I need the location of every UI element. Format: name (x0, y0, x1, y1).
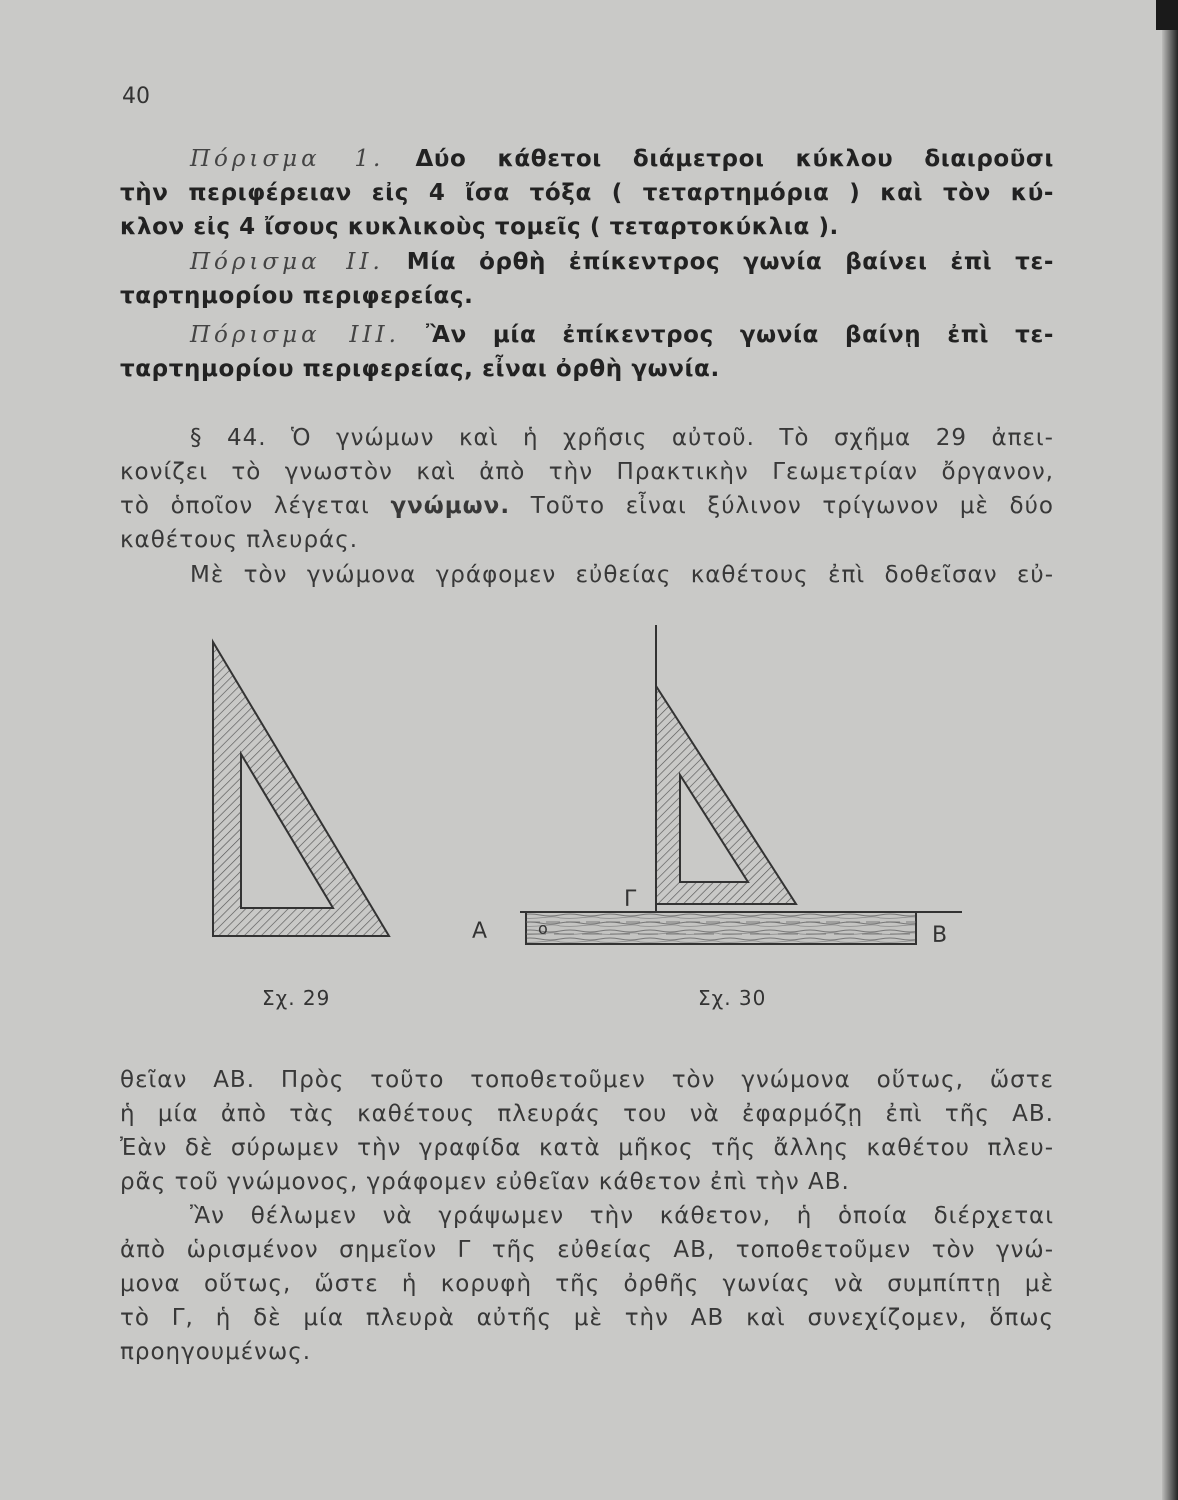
corollary-2-line-2: ταρτημορίου περιφερείας. (120, 283, 474, 309)
continuation-block-1 (120, 1063, 1054, 1199)
ruler-mark: o (538, 919, 548, 938)
label-B: Β (932, 923, 948, 948)
corollary-3-label: Πόρισμα ΙΙΙ. (190, 322, 400, 348)
label-A: Α (472, 919, 488, 944)
continuation-line-6: ἀπὸ ὡρισμένον σημεῖον Γ τῆς εὐθείας ΑΒ, τοποθετοῦμεν τὸν γνώ- (120, 1237, 1054, 1263)
label-G: Γ (624, 887, 637, 912)
continuation-line-1: θεῖαν ΑΒ. Πρὸς τοῦτο τοποθετοῦμεν τὸν γνώμονα οὕτως, ὥστε (120, 1067, 1054, 1093)
corollary-1-text-1: Δύο κάθετοι διάμετροι κύκλου διαιροῦσι (415, 146, 1054, 172)
continuation-line-3: Ἐὰν δὲ σύρωμεν τὴν γραφίδα κατὰ μῆκος τῆς ἄλλης καθέτου πλευ- (120, 1135, 1054, 1161)
continuation-line-8: τὸ Γ, ἡ δὲ μία πλευρὰ αὐτῆς μὲ τὴν ΑΒ καὶ συνεχίζομεν, ὅπως (120, 1305, 1054, 1331)
corollary-1-line-2: τὴν περιφέρειαν εἰς 4 ἴσα τόξα ( τεταρτημόρια ) καὶ τὸν κύ- (120, 180, 1054, 206)
section-line-3-pre: τὸ ὁποῖον λέγεται (120, 493, 370, 519)
figure-30-set-square (656, 686, 796, 904)
continuation-line-2: ἡ μία ἀπὸ τὰς καθέτους πλευράς του νὰ ἐφαρμόζῃ ἐπὶ τῆς ΑΒ. (120, 1101, 1054, 1127)
corollary-2-label: Πόρισμα ΙΙ. (190, 249, 384, 275)
figure-29-set-square (213, 642, 389, 936)
corollary-2-text-1: Μία ὀρθὴ ἐπίκεντρος γωνία βαίνει ἐπὶ τε- (406, 249, 1054, 275)
corollary-1-label: Πόρισμα 1. (190, 146, 385, 172)
continuation-line-7: μονα οὕτως, ὥστε ἡ κορυφὴ τῆς ὀρθῆς γωνίας νὰ συμπίπτῃ μὲ (120, 1271, 1054, 1297)
ruler (526, 912, 916, 944)
section-line-5: Μὲ τὸν γνώμονα γράφομεν εὐθείας καθέτους ἐπὶ δοθεῖσαν εὐ- (190, 562, 1054, 588)
continuation-line-9: προηγουμένως. (120, 1339, 312, 1365)
corollary-1-line-3: κλον εἰς 4 ἴσους κυκλικοὺς τομεῖς ( τεταρτοκύκλια ). (120, 214, 839, 240)
section-line-1: § 44. Ὁ γνώμων καὶ ἡ χρῆσις αὐτοῦ. Τὸ σχῆμα 29 ἀπει- (190, 425, 1054, 451)
page-number: 40 (122, 84, 150, 109)
continuation-line-4: ρᾶς τοῦ γνώμονος, γράφομεν εὐθεῖαν κάθετον ἐπὶ τὴν ΑΒ. (120, 1169, 850, 1195)
figure-30-diagram (472, 625, 962, 948)
section-term-gnomon: γνώμων. (390, 493, 511, 519)
corollary-3-text-1: Ἂν μία ἐπίκεντρος γωνία βαίνῃ ἐπὶ τε- (426, 322, 1054, 348)
continuation-line-5: Ἂν θέλωμεν νὰ γράψωμεν τὴν κάθετον, ἡ ὁποία διέρχεται (190, 1203, 1054, 1229)
figure-30-caption: Σχ. 30 (698, 986, 767, 1010)
section-line-3-post: Τοῦτο εἶναι ξύλινον τρίγωνον μὲ δύο (530, 493, 1055, 519)
section-line-2: κονίζει τὸ γνωστὸν καὶ ἀπὸ τὴν Πρακτικὴν Γεωμετρίαν ὄργανον, (120, 459, 1054, 485)
corollary-3-line-2: ταρτημορίου περιφερείας, εἶναι ὀρθὴ γωνία. (120, 356, 720, 382)
continuation-block-2 (120, 1199, 1054, 1369)
figure-29-caption: Σχ. 29 (262, 986, 331, 1010)
section-line-4: καθέτους πλευράς. (120, 527, 359, 553)
